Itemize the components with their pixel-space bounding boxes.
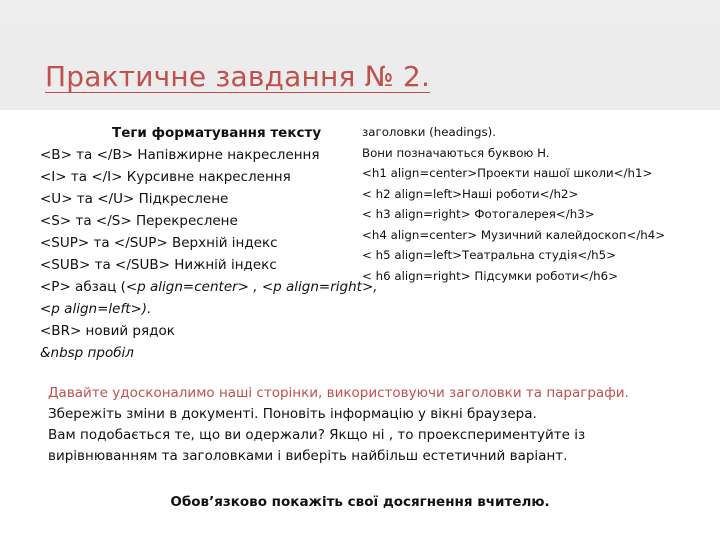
headings-subheading: Вони позначаються буквою H. xyxy=(362,145,550,160)
task-line-4: вирівнюванням та заголовками і виберіть найбільш естетичний варіант. xyxy=(48,448,568,464)
tag-line-nbsp: &nbsp пробіл xyxy=(40,345,134,361)
heading-example-h1: <h1 align=center>Проекти нашої школи</h1> xyxy=(362,166,653,180)
task-line-1: Давайте удосконалимо наші сторінки, використовуючи заголовки та параграфи. xyxy=(48,385,629,401)
tag-line-underline: <U> та </U> Підкреслене xyxy=(40,191,229,207)
final-note: Обов’язково покажіть свої досягнення вчителю. xyxy=(170,494,550,510)
slide-title: Практичне завдання № 2. xyxy=(45,60,431,93)
heading-example-h3: < h3 align=right> Фотогалерея</h3> xyxy=(362,207,595,221)
headings-heading: заголовки (headings). xyxy=(362,125,496,139)
heading-example-h2: < h2 align=left>Наші роботи</h2> xyxy=(362,186,579,201)
task-line-2: Збережіть зміни в документі. Поновіть інформацію у вікні браузера. xyxy=(48,406,537,422)
heading-example-h5: < h5 align=left>Театральна студія</h5> xyxy=(362,248,617,262)
task-line-3: Вам подобається те, що ви одержали? Якщо ні , то проекспериментуйте із xyxy=(48,427,586,443)
heading-example-h6: < h6 align=right> Підсумки роботи</h6> xyxy=(362,268,619,283)
paragraph-align-examples: <p align=center> , <p align=right>, <p align=left>). xyxy=(40,279,378,317)
formatting-tags-heading: Теги форматування тексту xyxy=(112,125,322,141)
tag-line-br: <BR> новий рядок xyxy=(40,323,175,339)
heading-example-h4: <h4 align=center> Музичний калейдоскоп</h4> xyxy=(362,227,666,242)
tag-line-italic: <I> та </I> Курсивне накреслення xyxy=(40,169,291,185)
task-instructions xyxy=(48,383,688,467)
tag-line-sub: <SUB> та </SUB> Нижній індекс xyxy=(40,257,277,273)
tag-line-strike: <S> та </S> Перекреслене xyxy=(40,213,238,229)
tag-line-sup: <SUP> та </SUP> Верхній індекс xyxy=(40,235,278,251)
tag-line-paragraph xyxy=(40,276,385,320)
headings-column xyxy=(362,122,702,286)
formatting-tags-column xyxy=(40,122,385,364)
paragraph-prefix: <P> абзац ( xyxy=(40,279,126,295)
top-band xyxy=(0,0,720,30)
tag-line-bold: <B> та </B> Напівжирне накреслення xyxy=(40,147,320,163)
